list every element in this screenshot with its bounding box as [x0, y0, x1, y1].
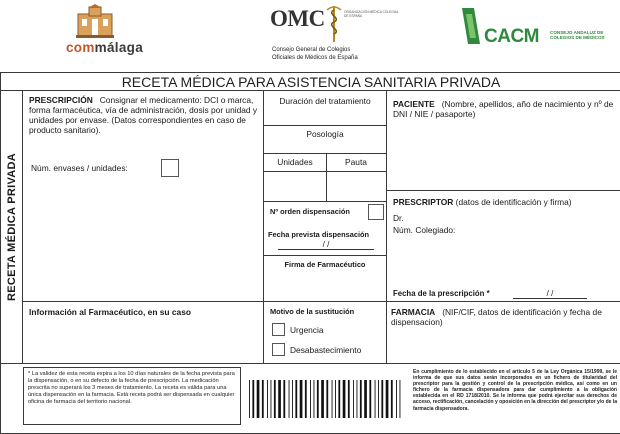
sustitucion-section [264, 301, 387, 363]
footnote-box [23, 367, 241, 425]
barcode-bar [292, 380, 293, 418]
omc-line1: Consejo General de Colegios [272, 47, 351, 53]
barcode-bar [317, 380, 319, 418]
barcode-bar [283, 380, 285, 418]
barcode-bar [343, 380, 346, 418]
caduceus-icon [324, 4, 344, 44]
barcode-bar [321, 380, 324, 418]
barcode-bar [278, 380, 281, 418]
commalaga-logo [66, 4, 166, 56]
barcode-bar [381, 380, 383, 418]
legal-box [411, 367, 617, 425]
prescripcion-instructions: Consignar el medicamento: DCI o marca, forma farmacéutica, vía de administración, dosis por unidad y unidades por envase. (Datos correspondientes en caso de producto sanitario). [29, 95, 258, 135]
desabastecimiento-checkbox[interactable] [272, 343, 285, 356]
omc-letters: OMC [270, 6, 325, 31]
cacm-logo [458, 4, 614, 56]
prescripcion-text [29, 95, 261, 135]
fecha-prevista-label: Fecha prevista dispensación [268, 230, 370, 239]
building-icon [74, 4, 116, 38]
prescriptor-section[interactable] [387, 191, 620, 301]
cacm-subtitle: CONSEJO ANDALUZ DE COLEGIOS DE MÉDICOS [550, 30, 605, 41]
barcode-bar [364, 380, 367, 418]
farmacia-heading: FARMACIA [391, 307, 436, 317]
footnote-text: * La validez de esta receta expira a los 10 días naturales de la fecha prevista para la dispensación, o en su defecto de la fecha de prescripción. La medicación prescrita no superará los 3 meses de tratamiento. La receta es válida para una única dispensación en la farmacia. Está receta podrá ser dispensada en cualquier oficina de farmacia del territorio nacional. [28, 371, 235, 405]
orden-dispensacion-box[interactable] [368, 204, 384, 220]
prescriptor-text [393, 197, 619, 207]
fecha-prevista-field[interactable] [278, 240, 374, 250]
orden-dispensacion-label: Nº orden dispensación [270, 207, 350, 216]
barcode-bar [332, 380, 333, 418]
barcode-bar [300, 380, 303, 418]
envases-input-box[interactable] [161, 159, 179, 177]
fecha-prevista-slashes: / / [322, 240, 330, 249]
paciente-text [393, 99, 617, 119]
prescriptor-detail: (datos de identificación y firma) [455, 197, 572, 207]
urgencia-label: Urgencia [290, 325, 324, 335]
info-farmaceutico-heading: Información al Farmacéutico, en su caso [29, 307, 191, 317]
unidades-label: Unidades [277, 157, 313, 167]
barcode-bar [289, 380, 290, 418]
omc-tiny-text: ORGANIZACIÓN MÉDICA COLEGIAL DE ESPAÑA [344, 10, 399, 18]
prescriptor-heading: PRESCRIPTOR [393, 197, 454, 207]
paciente-detail: (Nombre, apellidos, año de nacimiento y nº de DNI / NIE / pasaporte) [393, 99, 614, 119]
barcode-bar [400, 380, 401, 418]
barcode-bar [391, 380, 393, 418]
barcode-bar [274, 380, 276, 418]
vertical-title: RECETA MÉDICA PRIVADA [6, 152, 18, 302]
firma-farmaceutico-label: Firma de Farmacéutico [284, 260, 366, 269]
barcode-bar [257, 380, 260, 418]
barcode-bar [378, 380, 379, 418]
farmacia-detail: (NIF/CIF, datos de identificación y fecha de dispensacion) [391, 307, 602, 327]
barcode-bar [262, 380, 264, 418]
prescription-form [0, 72, 620, 434]
sustitucion-heading: Motivo de la sustitución [270, 307, 355, 316]
urgencia-checkbox[interactable] [272, 323, 285, 336]
barcode-bar [338, 380, 340, 418]
barcode-bar [305, 380, 307, 418]
barcode-bar [386, 380, 389, 418]
prescripcion-heading: PRESCRIPCIÓN [29, 95, 93, 105]
form-title: RECETA MÉDICA PARA ASISTENCIA SANITARIA PRIVADA [1, 73, 620, 91]
cacm-wordmark: CACM [484, 26, 539, 47]
paciente-heading: PACIENTE [393, 99, 435, 109]
omc-logo [262, 4, 399, 62]
fecha-prescripcion-label: Fecha de la prescripción * [393, 289, 490, 298]
barcode-bar [271, 380, 272, 418]
posologia-label: Posología [306, 129, 344, 139]
barcode-bar [348, 380, 350, 418]
prescripcion-section[interactable] [23, 91, 264, 301]
envases-label: Núm. envases / unidades: [31, 163, 128, 173]
paciente-section[interactable] [387, 91, 620, 191]
info-farmaceutico-section[interactable] [23, 301, 264, 363]
vertical-title-column [1, 91, 23, 363]
omc-line2: Oficiales de Médicos de España [272, 55, 358, 61]
barcode-bar [252, 380, 254, 418]
fecha-prescripcion-field[interactable] [513, 289, 587, 299]
barcode-bar [375, 380, 376, 418]
barcode-bar [314, 380, 315, 418]
cacm-leaf-icon [458, 4, 484, 48]
duracion-label: Duración del tratamiento [279, 96, 371, 106]
pauta-label: Pauta [345, 157, 367, 167]
barcode-bar [335, 380, 336, 418]
farmacia-text [391, 307, 619, 327]
barcode-bar [360, 380, 362, 418]
barcode-bar [357, 380, 358, 418]
barcode-bar [369, 380, 371, 418]
colegiado-label: Núm. Colegiado: [393, 225, 456, 235]
barcode [248, 380, 402, 418]
posologia-column [264, 91, 387, 301]
desabastecimiento-label: Desabastecimiento [290, 345, 362, 355]
fecha-prescripcion-slashes: / / [546, 289, 554, 298]
barcode-bar [353, 380, 354, 418]
barcode-bar [295, 380, 297, 418]
dr-label: Dr. [393, 213, 404, 223]
barcode-bar [326, 380, 328, 418]
legal-text: En cumplimiento de lo establecido en el artículo 5 de la Ley Orgánica 15/1999, se le informa de que sus datos serán incorporados en un fichero de titularidad del prescriptor para la gestión y control de la prescripción médica, así como en un fichero de la farmacia dispensadora para dar cumplimiento a la obligación establecida en el RD 1718/2010. Se le informa que podrá ejercitar sus derechos de acceso, rectificación, cancelación y oposición en la dirección del prescriptor y/o de la farmacia dispensadora. [413, 369, 617, 412]
commalaga-wordmark: commálaga [66, 40, 143, 55]
barcode-bar [267, 380, 268, 418]
barcode-bar [249, 380, 250, 418]
barcode-bar [396, 380, 397, 418]
barcode-bar [310, 380, 311, 418]
farmacia-section[interactable] [387, 301, 620, 363]
